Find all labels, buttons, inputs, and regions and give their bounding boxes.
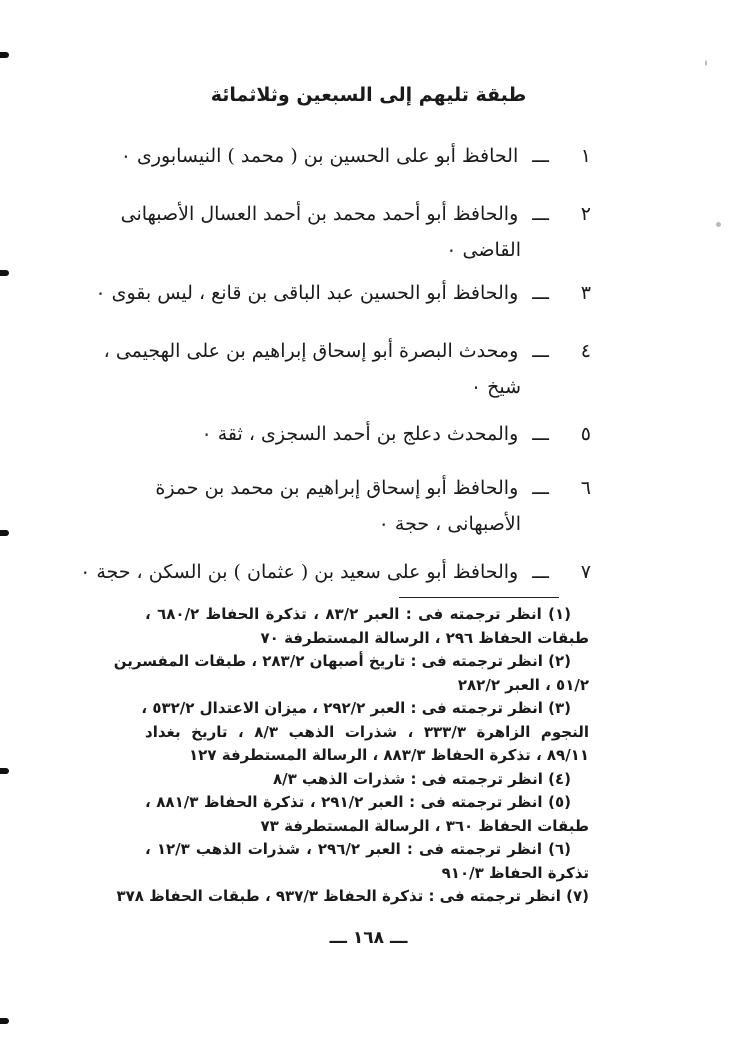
- footnotes: [113, 603, 589, 909]
- scan-speck: [705, 60, 707, 66]
- entry-continuation: القاضى ٠: [446, 239, 521, 261]
- footnote-line: (٧) انظر ترجمته فى : تذكرة الحفاظ ٩٣٧/٣ ، طبقات الحفاظ ٣٧٨: [116, 887, 589, 905]
- entry-4: [79, 333, 591, 405]
- scan-edge-mark: [0, 768, 9, 774]
- entry-text: الحافظ أبو على الحسين بن ( محمد ) النيسابورى ٠: [120, 145, 519, 167]
- entry-number: ٦: [580, 477, 591, 499]
- page-number: ـــ ١٦٨ ـــ: [329, 928, 408, 948]
- entry-text: ومحدث البصرة أبو إسحاق إبراهيم بن على الهجيمى ،: [103, 340, 519, 362]
- scan-edge-mark: [0, 1018, 9, 1024]
- scan-speck: [716, 222, 721, 227]
- entry-number: ٤: [580, 340, 591, 362]
- entry-dash: ـــ: [532, 340, 549, 362]
- footnote-line: طبقات الحفاظ ٢٩٦ ، الرسالة المستطرفة ٧٠: [260, 628, 589, 647]
- footnote-line: ٥١/٢ ، العبر ٢٨٢/٢: [457, 675, 589, 694]
- entry-number: ١: [580, 145, 591, 167]
- entry-number: ٥: [580, 423, 591, 445]
- footnote-separator: [399, 597, 559, 598]
- footnote-line: طبقات الحفاظ ٣٦٠ ، الرسالة المستطرفة ٧٣: [260, 816, 589, 835]
- footnote-line: (٦) انظر ترجمته فى : العبر ٢٩٦/٢ ، شذرات الذهب ١٢/٣ ،: [145, 840, 571, 858]
- entry-dash: ـــ: [532, 477, 549, 499]
- entry-continuation: الأصبهانى ، حجة ٠: [378, 513, 521, 535]
- footnote-line: ٨٩/١١ ، تذكرة الحفاظ ٨٨٣/٣ ، الرسالة المستطرفة ١٢٧: [189, 746, 589, 764]
- footnote-line: تذكرة الحفاظ ٩١٠/٣: [441, 863, 589, 882]
- scan-edge-mark: [0, 270, 9, 276]
- entry-3: [79, 275, 591, 311]
- footnote-line: (٢) انظر ترجمته فى : تاريخ أصبهان ٢٨٣/٢ ، طبقات المفسرين: [113, 652, 571, 670]
- entry-5: [79, 416, 591, 452]
- footnote-line: (٤) انظر ترجمته فى : شذرات الذهب ٨/٣: [273, 769, 571, 788]
- entry-continuation: شيخ ٠: [470, 376, 521, 398]
- footnote-line: (٥) انظر ترجمته فى : العبر ٢٩١/٢ ، تذكرة الحفاظ ٨٨١/٣ ،: [145, 793, 571, 811]
- entry-text: والحافظ أبو الحسين عبد الباقى بن قانع ، ليس بقوى ٠: [95, 282, 519, 304]
- entry-7: [79, 554, 591, 590]
- entry-dash: ـــ: [532, 145, 549, 167]
- entry-dash: ـــ: [532, 423, 549, 445]
- entry-text: والحافظ أبو أحمد محمد بن أحمد العسال الأصبهانى: [120, 203, 519, 225]
- entry-dash: ـــ: [532, 561, 549, 583]
- entry-dash: ـــ: [532, 203, 549, 225]
- footnote-line: (٣) انظر ترجمته فى : العبر ٢٩٢/٢ ، ميزان الاعتدال ٥٣٢/٢ ،: [141, 699, 571, 717]
- entry-text: والمحدث دعلج بن أحمد السجزى ، ثقة ٠: [201, 423, 519, 445]
- entry-text: والحافظ أبو إسحاق إبراهيم بن محمد بن حمزة: [155, 477, 519, 499]
- entry-number: ٣: [580, 282, 591, 304]
- footnote-line: النجوم الزاهرة ٣٣٣/٣ ، شذرات الذهب ٨/٣ ، تاريخ بغداد: [145, 722, 589, 741]
- entry-number: ٧: [580, 561, 591, 583]
- entry-2: [79, 196, 591, 268]
- entry-1: [79, 138, 591, 174]
- footnote-line: (١) انظر ترجمته فى : العبر ٨٣/٢ ، تذكرة الحفاظ ٦٨٠/٢ ،: [145, 605, 572, 623]
- section-title: طبقة تليهم إلى السبعين وثلاثمائة: [210, 84, 527, 106]
- entry-number: ٢: [580, 203, 591, 225]
- entry-text: والحافظ أبو على سعيد بن ( عثمان ) بن السكن ، حجة ٠: [80, 561, 519, 583]
- entry-dash: ـــ: [532, 282, 549, 304]
- entry-6: [79, 470, 591, 542]
- scan-edge-mark: [0, 52, 9, 58]
- scan-edge-mark: [0, 530, 9, 536]
